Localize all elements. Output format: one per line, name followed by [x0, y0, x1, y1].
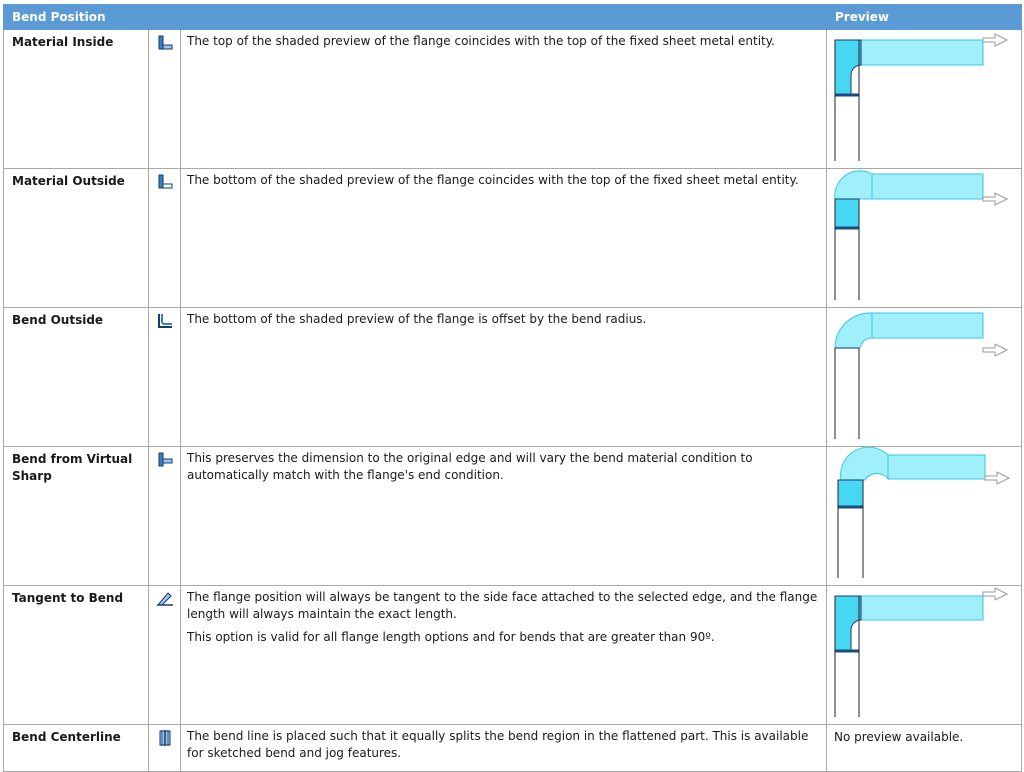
no-preview-text: No preview available.: [827, 725, 1022, 772]
option-description: The bend line is placed such that it equally splits the bend region in the flattened part. This is available for sketched bend and jog features.: [187, 729, 809, 760]
option-name: Bend Outside: [4, 308, 149, 447]
table-row-material-inside: [4, 30, 1022, 169]
material-inside-icon: [156, 34, 174, 52]
header-preview: Preview: [827, 5, 1022, 30]
option-description: The flange position will always be tangent to the side face attached to the selected edge, and the flange length will always maintain the exact length.: [187, 590, 818, 621]
bend-from-virtual-sharp-icon: [156, 451, 174, 469]
option-description: This preserves the dimension to the original edge and will vary the bend material condition to automatically match with the flange's end condition.: [187, 451, 753, 482]
bend-region: [835, 40, 861, 96]
option-name: Material Inside: [4, 30, 149, 169]
fixed-part-top: [835, 199, 859, 229]
table-row-tangent-to-bend: [4, 586, 1022, 725]
option-name: Bend Centerline: [4, 725, 149, 772]
preview-tangent-to-bend: [827, 586, 1022, 724]
flange-body: [872, 174, 983, 199]
table-row-bend-centerline: [4, 725, 1022, 772]
bend-region: [841, 447, 888, 480]
option-name: Material Outside: [4, 169, 149, 308]
flange-body: [872, 313, 983, 338]
bend-region: [835, 596, 861, 652]
flange-body: [888, 455, 985, 479]
option-description: The top of the shaded preview of the flange coincides with the top of the fixed sheet metal entity.: [187, 34, 775, 48]
tangent-to-bend-icon: [156, 590, 174, 608]
direction-arrow-icon: [983, 344, 1007, 356]
table-row-bend-from-virtual-sharp: [4, 447, 1022, 586]
bend-region: [835, 171, 872, 199]
table-row-material-outside: [4, 169, 1022, 308]
preview-material-inside: [827, 30, 1022, 168]
preview-bend-from-virtual-sharp: [827, 447, 1022, 585]
bend-centerline-icon: [156, 729, 174, 747]
material-outside-icon: [156, 173, 174, 191]
direction-arrow-icon: [983, 34, 1007, 46]
table-row-bend-outside: [4, 308, 1022, 447]
preview-material-outside: [827, 169, 1022, 307]
option-name: Bend from Virtual Sharp: [4, 447, 149, 586]
option-icon-cell: [149, 30, 181, 169]
direction-arrow-icon: [985, 472, 1009, 484]
option-note: This option is valid for all flange length options and for bends that are greater than 90º.: [187, 630, 715, 644]
option-description: The bottom of the shaded preview of the flange is offset by the bend radius.: [187, 312, 647, 326]
preview-bend-outside: [827, 308, 1022, 446]
bend-outside-icon: [156, 312, 174, 330]
bend-position-table: [3, 4, 1022, 772]
option-name: Tangent to Bend: [4, 586, 149, 725]
option-description: The bottom of the shaded preview of the flange coincides with the top of the fixed sheet metal entity.: [187, 173, 799, 187]
fixed-part-top: [838, 480, 863, 508]
flange-body: [861, 596, 983, 620]
bend-region: [835, 313, 872, 348]
direction-arrow-icon: [983, 193, 1007, 205]
flange-body: [861, 40, 983, 65]
direction-arrow-icon: [983, 588, 1007, 600]
header-bend-position: Bend Position: [4, 5, 827, 30]
